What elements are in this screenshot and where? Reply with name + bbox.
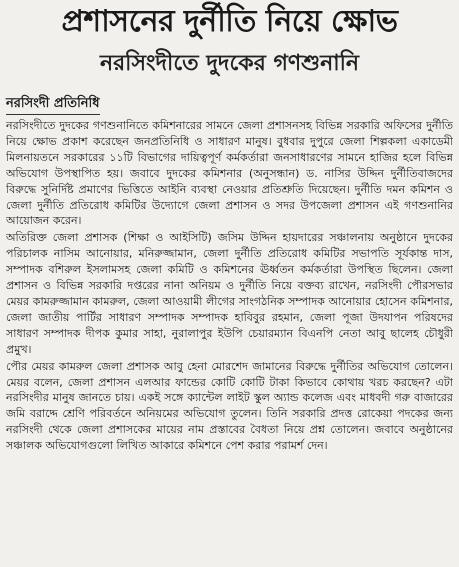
paragraph-3: পৌর মেয়র কামরুল জেলা প্রশাসক আবু হেনা মোরশেদ জামানের বিরুদ্ধে দুর্নীতির অভিযোগ তোলেন। মেয়র বলেন, জেলা প্রশাসন এলআর ফান্ডের কোটি কোটি টাকা কিভাবে কোথায় খরচ করছেন? এটা নরসিংদীর মানুষ জানতে চায়। একই সঙ্গে ক্যান্টেল লাইট স্কুল অ্যান্ড কলেজ এবং মাধবদী গরু বাজারের জমি বরাদ্দে শ্রেণি পরিবর্তনে অনিয়মের অভিযোগ তুলেন। তিনি সরকারি প্রদত্ত রোকেয়া পদকের জন্য নরসিংদী থেকে জেলা প্রশাসকের মায়ের নাম প্রস্তাবের বৈধতা নিয়ে প্রশ্ন তোলেন। জবাবে অনুষ্ঠানের সঞ্চালক অভিযোগগুলো লিখিত আকারে কমিশনে পেশ করার পরামর্শ দেন। — [6, 359, 453, 453]
headline: প্রশাসনের দুর্নীতি নিয়ে ক্ষোভ — [61, 4, 398, 39]
article-body — [6, 118, 453, 564]
subheadline: নরসিংদীতে দুদকের গণশুনানি — [99, 51, 360, 76]
paragraph-1: নরসিংদীতে দুদকের গণশুনানিতে কমিশনারের সামনে জেলা প্রশাসনসহ বিভিন্ন সরকারি অফিসের দুর্নীতি নিয়ে ক্ষোভ প্রকাশ করেছেন জনপ্রতিনিধি ও সাধারণ মানুষ। বুধবার দুপুরে জেলা শিল্পকলা একাডেমী মিলনায়তনে সরকারের ১১টি বিভাগের দায়িত্বপূর্ণ কর্মকর্তারা জনসাধারণের সামনে হাজির হলে বিভিন্ন অভিযোগ উপস্থাপিত হয়। জবাবে দুদকের কমিশনার (অনুসন্ধান) ড. নাসির উদ্দিন দুর্নীতিবাজদের বিরুদ্ধে সুনির্দিষ্ট প্রমাণের ভিত্তিতে আইনি ব্যবস্থা নেওয়ার প্রতিশ্রুতি দিয়েছেন। দুর্নীতি দমন কমিশন ও জেলা দুর্নীতি প্রতিরোধ কমিটির উদ্যোগে জেলা প্রশাসন ও সদর উপজেলা প্রশাসন এই গণশুনানির আয়োজন করেন। — [6, 119, 453, 228]
paragraph-2: অতিরিক্ত জেলা প্রশাসক (শিক্ষা ও আইসিটি) জসিম উদ্দিন হায়দারের সঞ্চালনায় অনুষ্ঠানে দুদকের পরিচালক নাসিম আনোয়ার, মনিরুজ্জামান, জেলা দুর্নীতি প্রতিরোধ কমিটির সভাপতি সূর্যকান্ত দাস, সম্পাদক বশিরুল ইসলামসহ জেলা কমিটি ও কমিশনের ঊর্ধ্বতন কর্মকর্তারা উপস্থিত ছিলেন। জেলা প্রশাসন ও বিভিন্ন সরকারি দপ্তরের নানা অনিয়ম ও দুর্নীতি নিয়ে বক্তব্য রাখেন, নরসিংদী পৌরসভার মেয়র কামরুজ্জামান কামরুল, জেলা আওয়ামী লীগের সাংগঠনিক সম্পাদক আনোয়ার হোসেন কমিশনার, জেলা জাতীয় পার্টির সাধারণ সম্পাদক সম্পাদক হাবিবুর রহমান, জেলা পূজা উদযাপন পরিষদের সাধারণ সম্পাদক দীপক কুমার সাহা, নুরালাপুর ইউপি চেয়ারম্যান বিএনপি নেতা আবু ছালেহ চৌধুরী প্রমুখ। — [6, 231, 453, 356]
byline: নরসিংদী প্রতিনিধি — [6, 96, 100, 115]
